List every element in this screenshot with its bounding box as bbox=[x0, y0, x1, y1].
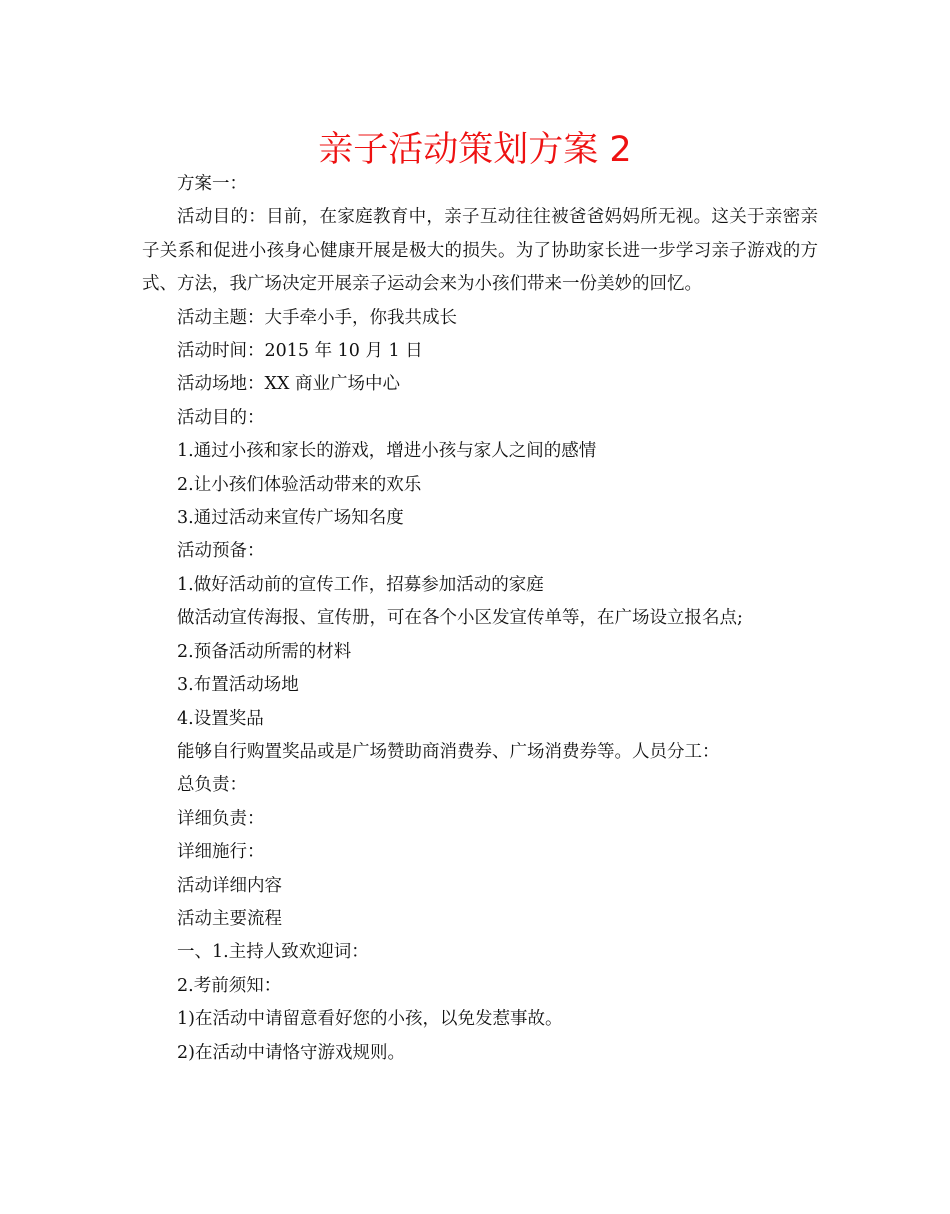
document-body bbox=[142, 168, 818, 1070]
paragraph: 一、1.主持人致欢迎词： bbox=[177, 942, 369, 963]
paragraph: 2.让小孩们体验活动带来的欢乐 bbox=[177, 474, 422, 495]
paragraph: 活动目的： bbox=[177, 407, 265, 428]
paragraph: 1.做好活动前的宣传工作，招募参加活动的家庭 bbox=[177, 574, 544, 595]
paragraph: 详细负责： bbox=[177, 808, 265, 829]
paragraph: 做活动宣传海报、宣传册，可在各个小区发宣传单等，在广场设立报名点; bbox=[177, 608, 743, 629]
paragraph: 能够自行购置奖品或是广场赞助商消费券、广场消费券等。人员分工： bbox=[177, 741, 720, 762]
paragraph: 总负责： bbox=[177, 775, 247, 796]
paragraph: 活动详细内容 bbox=[177, 875, 282, 896]
paragraph: 2)在活动中请恪守游戏规则。 bbox=[177, 1042, 405, 1063]
paragraph: 2.考前须知： bbox=[177, 975, 282, 996]
paragraph: 活动场地：XX 商业广场中心 bbox=[177, 374, 400, 395]
paragraph: 活动主要流程 bbox=[177, 908, 282, 929]
paragraph: 3.布置活动场地 bbox=[177, 675, 299, 696]
paragraph: 1.通过小孩和家长的游戏，增进小孩与家人之间的感情 bbox=[177, 441, 597, 462]
paragraph: 1)在活动中请留意看好您的小孩，以免发惹事故。 bbox=[177, 1009, 563, 1030]
paragraph: 活动主题：大手牵小手，你我共成长 bbox=[177, 307, 457, 328]
paragraph: 活动预备： bbox=[177, 541, 265, 562]
paragraph: 4.设置奖品 bbox=[177, 708, 264, 729]
paragraph: 2.预备活动所需的材料 bbox=[177, 641, 352, 662]
paragraph: 活动目的：目前，在家庭教育中，亲子互动往往被爸爸妈妈所无视。这关于亲密亲子关系和促进小孩身心健康开展是极大的损失。为了协助家长进一步学习亲子游戏的方式、方法，我广场决定开展亲子运动会来为小孩们带来一份美妙的回忆。 bbox=[142, 207, 818, 295]
document-title: 亲子活动策划方案 2 bbox=[318, 130, 632, 170]
paragraph: 方案一： bbox=[177, 174, 247, 194]
paragraph: 3.通过活动来宣传广场知名度 bbox=[177, 508, 404, 529]
paragraph: 活动时间：2015 年 10 月 1 日 bbox=[177, 341, 423, 362]
paragraph: 详细施行： bbox=[177, 842, 265, 863]
